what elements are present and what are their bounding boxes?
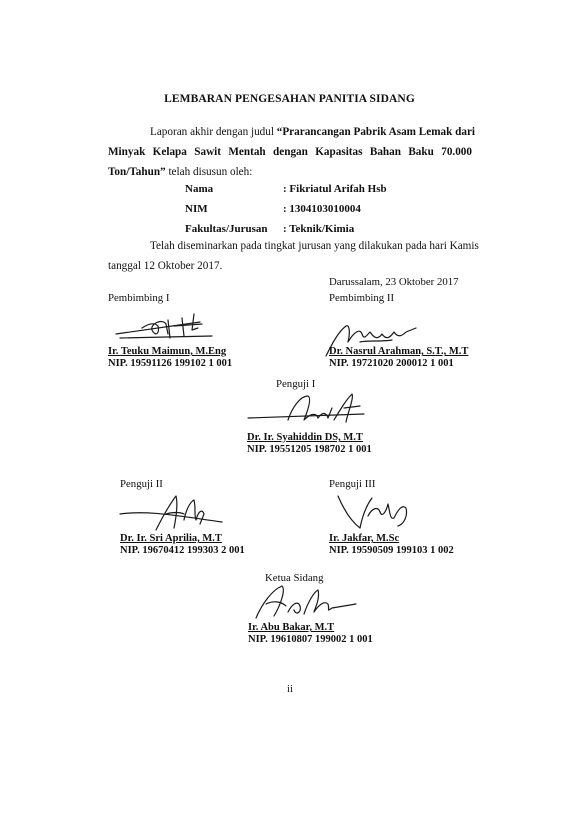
penguji-2-role: Penguji II — [120, 478, 163, 490]
penguji-3-nip: NIP. 19590509 199103 1 002 — [329, 545, 454, 556]
penguji-3-role: Penguji III — [329, 478, 376, 490]
pembimbing-2-role: Pembimbing II — [329, 292, 395, 304]
pembimbing-1-signature — [112, 310, 222, 346]
penguji-3-name: Ir. Jakfar, M.Sc — [329, 533, 400, 544]
student-faculty-label: Fakultas/Jurusan — [185, 223, 268, 235]
penguji-1-name: Dr. Ir. Syahiddin DS, M.T — [247, 432, 363, 443]
student-nim-value: : 1304103010004 — [283, 203, 361, 215]
penguji-3-signature — [334, 490, 424, 534]
ketua-signature — [252, 582, 362, 624]
thesis-title-start: “Prarancangan Pabrik Asam Lemak dari — [276, 126, 476, 138]
ketua-name: Ir. Abu Bakar, M.T — [248, 622, 335, 633]
student-name-label: Nama — [185, 183, 214, 195]
ketua-nip: NIP. 19610807 199002 1 001 — [248, 634, 373, 645]
intro-line-1 — [150, 122, 475, 142]
ketua-role: Ketua Sidang — [265, 572, 324, 584]
page-title: LEMBARAN PENGESAHAN PANITIA SIDANG — [164, 93, 415, 105]
intro-text: Laporan akhir dengan judul — [150, 126, 277, 138]
penguji-1-signature — [248, 390, 368, 432]
place-date: Darussalam, 23 Oktober 2017 — [329, 276, 459, 288]
penguji-1-role: Penguji I — [276, 378, 316, 390]
penguji-2-name: Dr. Ir. Sri Aprilia, M.T — [120, 533, 222, 544]
penguji-2-signature — [118, 490, 228, 534]
student-faculty-value: : Teknik/Kimia — [283, 223, 355, 235]
pembimbing-1-name: Ir. Teuku Maimun, M.Eng — [108, 346, 227, 357]
pembimbing-1-nip: NIP. 19591126 199102 1 001 — [108, 358, 233, 369]
student-name-value: : Fikriatul Arifah Hsb — [283, 183, 387, 195]
student-nim-label: NIM — [185, 203, 208, 215]
page-number: ii — [287, 683, 293, 695]
seminar-line-2: tanggal 12 Oktober 2017. — [108, 260, 223, 272]
intro-suffix: telah disusun oleh: — [165, 166, 253, 178]
pembimbing-2-nip: NIP. 19721020 200012 1 001 — [329, 358, 454, 369]
thesis-title-end: Ton/Tahun” — [108, 166, 166, 178]
penguji-2-nip: NIP. 19670412 199303 2 001 — [120, 545, 245, 556]
penguji-1-nip: NIP. 19551205 198702 1 001 — [247, 444, 372, 455]
thesis-title-line-2: Minyak Kelapa Sawit Mentah dengan Kapasitas Bahan Baku 70.000 — [108, 146, 472, 158]
intro-line-3 — [108, 162, 252, 182]
seminar-line-1: Telah diseminarkan pada tingkat jurusan yang dilakukan pada hari Kamis — [150, 240, 479, 252]
pembimbing-2-name: Dr. Nasrul Arahman, S.T., M.T — [329, 346, 469, 357]
pembimbing-1-role: Pembimbing I — [108, 292, 170, 304]
